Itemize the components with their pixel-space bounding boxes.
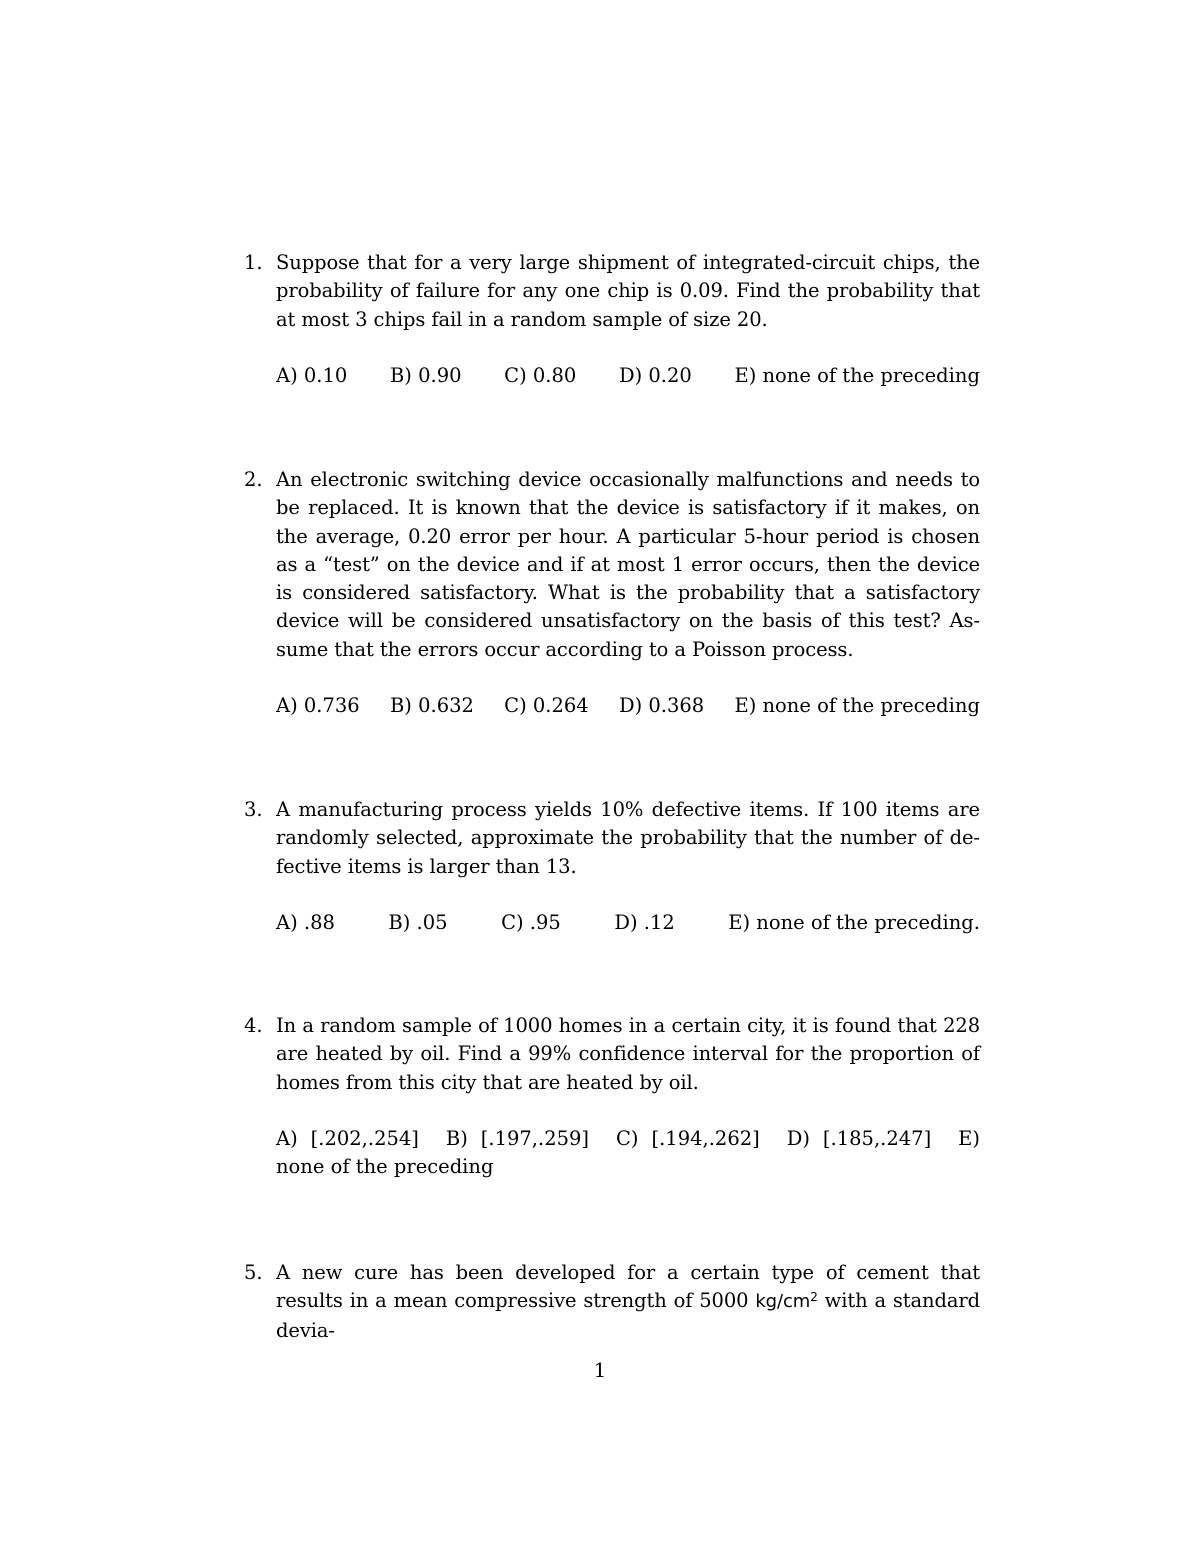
question-2 <box>244 466 980 720</box>
question-text: An electronic switching device occasionally malfunctions and needs to be replaced. It is known that the device is satisfactory if it makes, on the average, 0.20 error per hour. A particular 5-hour period is chosen as a “test” on the device and if at most 1 error occurs, then the device is considered satisfactory. What is the probability that a satisfactory device will be considered unsatisfactory on the basis of this test? Assume that the errors occur according to a Poisson process. <box>276 468 980 661</box>
choice-d: D) 0.20 <box>618 363 692 387</box>
question-number: 4. <box>244 1014 263 1037</box>
choice-c: C) [.194,.262] <box>616 1126 760 1150</box>
choice-e: E) none of the preceding <box>734 363 980 387</box>
choice-b: B) .05 <box>388 910 448 934</box>
answer-choices <box>276 692 980 720</box>
question-5 <box>244 1259 980 1345</box>
choice-c: C) .95 <box>501 910 561 934</box>
unit-label: $kg/cm^2$ <box>755 1290 818 1313</box>
question-text <box>276 1259 980 1345</box>
choice-b: B) 0.90 <box>389 363 462 387</box>
question-text-start: A new cure has been developed for a certain type of cement that results in a mean compressive strength of 5000 <box>276 1261 980 1313</box>
choice-e: E) none of the preceding. <box>728 910 980 934</box>
question-number: 3. <box>244 798 263 821</box>
choice-b: B) 0.632 <box>389 694 474 718</box>
answer-choices <box>276 362 980 390</box>
question-text: In a random sample of 1000 homes in a certain city, it is found that 228 are heated by oil. Find a 99% confidence interval for the proportion of homes from this city that are heated by oil. <box>276 1014 980 1094</box>
question-text: A manufacturing process yields 10% defective items. If 100 items are randomly selected, approximate the probability that the number of defective items is larger than 13. <box>276 798 980 878</box>
choice-a: A) 0.10 <box>276 363 348 387</box>
choice-d: D) [.185,.247] <box>786 1126 932 1150</box>
choice-b: B) [.197,.259] <box>445 1126 590 1150</box>
choice-d: D) 0.368 <box>618 694 705 718</box>
question-text: Suppose that for a very large shipment of integrated-circuit chips, the probability of failure for any one chip is 0.09. Find the probability that at most 3 chips fail in a random sample of size 20. <box>276 251 980 331</box>
question-number: 1. <box>244 251 263 274</box>
answer-choices <box>276 1125 980 1182</box>
choice-a: A) 0.736 <box>276 694 360 718</box>
unit-exponent: 2 <box>810 1290 818 1305</box>
choice-c: C) 0.264 <box>504 694 589 718</box>
question-1 <box>244 249 980 390</box>
choice-e: E) none of the preceding <box>276 1126 980 1179</box>
choice-e: E) none of the preceding <box>734 694 980 718</box>
page-number: 1 <box>593 1359 607 1382</box>
choice-a: A) [.202,.254] <box>276 1126 419 1150</box>
question-3 <box>244 796 980 937</box>
question-4 <box>244 1012 980 1181</box>
question-number: 5. <box>244 1261 263 1284</box>
question-text-end: with a standard devia- <box>276 1289 980 1342</box>
choice-d: D) .12 <box>614 910 675 934</box>
choice-c: C) 0.80 <box>504 363 577 387</box>
choice-a: A) .88 <box>276 910 335 934</box>
question-number: 2. <box>244 468 263 491</box>
answer-choices <box>276 909 980 937</box>
